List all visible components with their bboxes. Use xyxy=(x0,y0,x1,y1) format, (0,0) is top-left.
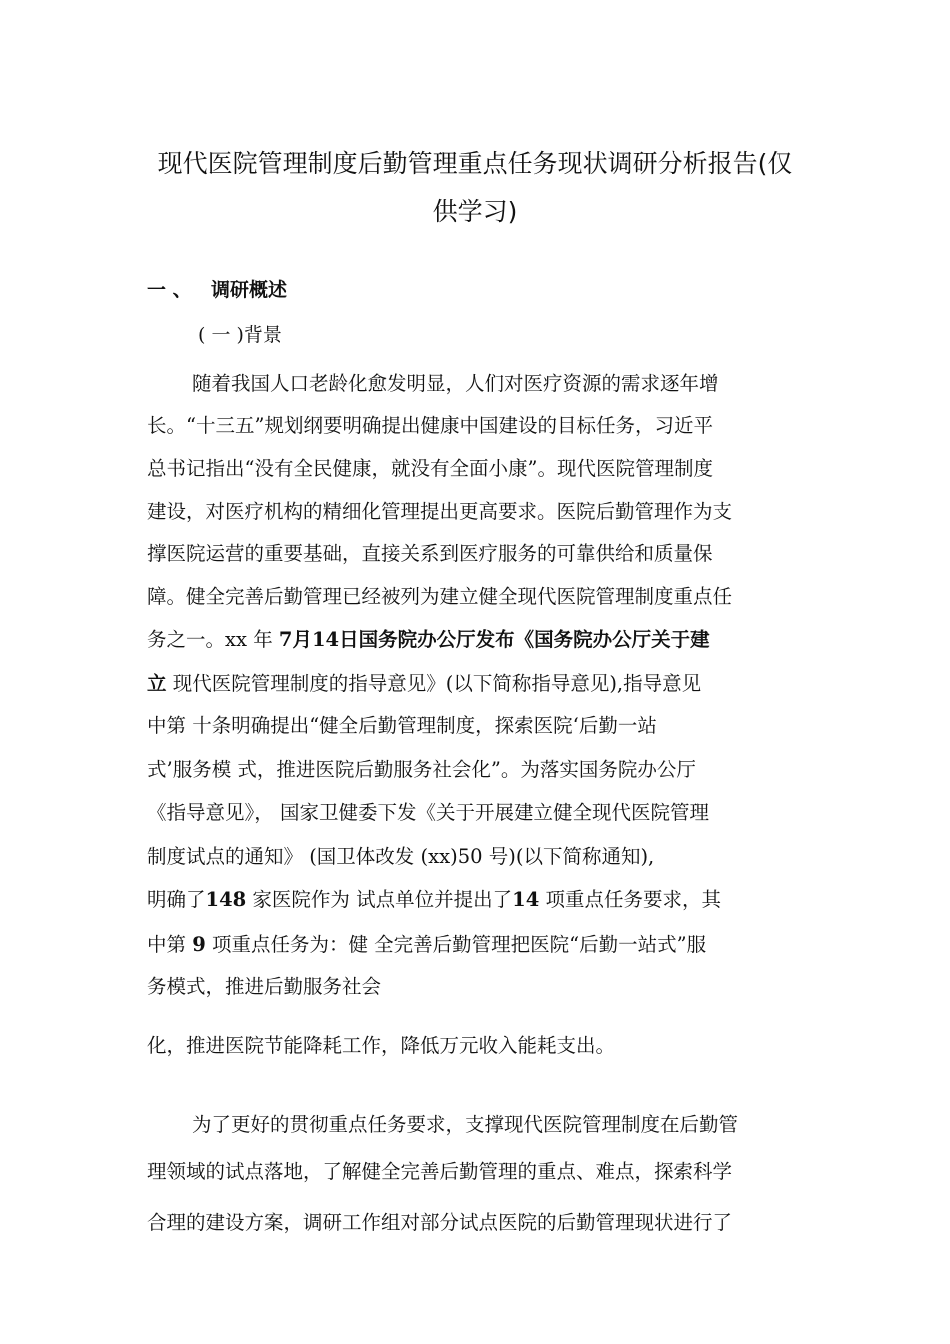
paragraph-line xyxy=(147,932,706,958)
title-line-1: 现代医院管理制度后勤管理重点任务现状调研分析报告(仅 xyxy=(157,149,793,178)
paragraph-line: 制度试点的通知》 (国卫体改发 (xx)50 号)(以下简称通知), xyxy=(147,845,655,868)
bold-text-run: 14 xyxy=(512,888,540,911)
paragraph-line xyxy=(147,627,710,653)
section-title: 调研概述 xyxy=(211,279,288,301)
paragraph-line: 长。“十三五”规划纲要明确提出健康中国建设的目标任务，习近平 xyxy=(147,414,713,437)
paragraph-line: 务模式，推进后勤服务社会 xyxy=(147,975,382,998)
paragraph-line: 总书记指出“没有全民健康，就没有全面小康”。现代医院管理制度 xyxy=(147,457,713,480)
paragraph-line: 建设，对医疗机构的精细化管理提出更高要求。医院后勤管理作为支 xyxy=(147,500,733,523)
paragraph-line xyxy=(147,887,721,913)
paragraph-line: 中第 十条明确提出“健全后勤管理制度，探索医院‘后勤一站 xyxy=(147,714,657,737)
paragraph-line: 障。健全完善后勤管理已经被列为建立健全现代医院管理制度重点任 xyxy=(147,585,733,608)
section-number: 一 、 xyxy=(147,279,192,301)
paragraph-line: 随着我国人口老龄化愈发明显，人们对医疗资源的需求逐年增 xyxy=(192,372,719,395)
bold-text-run: 立 xyxy=(147,672,167,695)
paragraph-line xyxy=(147,671,701,697)
text-run: 务之一。xx 年 xyxy=(147,628,279,651)
document-title xyxy=(140,140,810,236)
text-run: 项重点任务要求，其 xyxy=(539,888,721,911)
paragraph-line: 合理的建设方案，调研工作组对部分试点医院的后勤管理现状进行了 xyxy=(147,1211,733,1234)
paragraph-line: 化，推进医院节能降耗工作，降低万元收入能耗支出。 xyxy=(147,1034,616,1057)
bold-text-run: 7月14日国务院办公厅发布《国务院办公厅关于建 xyxy=(278,628,710,651)
text-run: 家医院作为 试点单位并提出了 xyxy=(246,888,513,911)
text-run: 明确了 xyxy=(147,888,206,911)
paragraph-line: 式’服务模 式，推进医院后勤服务社会化”。为落实国务院办公厅 xyxy=(147,758,696,781)
paragraph-line: 理领域的试点落地，了解健全完善后勤管理的重点、难点，探索科学 xyxy=(147,1160,733,1183)
title-line-2: 供学习) xyxy=(432,197,518,226)
bold-text-run: 9 xyxy=(192,933,206,956)
paragraph-line: 撑医院运营的重要基础，直接关系到医疗服务的可靠供给和质量保 xyxy=(147,542,713,565)
text-run: 中第 xyxy=(147,933,193,956)
paragraph-line: 《指导意见》， 国家卫健委下发《关于开展建立健全现代医院管理 xyxy=(147,801,709,824)
subsection-heading: ( 一 )背景 xyxy=(198,324,282,346)
section-heading xyxy=(147,275,287,302)
text-run: 项重点任务为：健 全完善后勤管理把医院“后勤一站式”服 xyxy=(205,933,707,956)
bold-text-run: 148 xyxy=(205,888,247,911)
paragraph-line: 为了更好的贯彻重点任务要求，支撑现代医院管理制度在后勤管 xyxy=(192,1113,739,1136)
text-run: 现代医院管理制度的指导意见》(以下简称指导意见),指导意见 xyxy=(166,672,702,695)
